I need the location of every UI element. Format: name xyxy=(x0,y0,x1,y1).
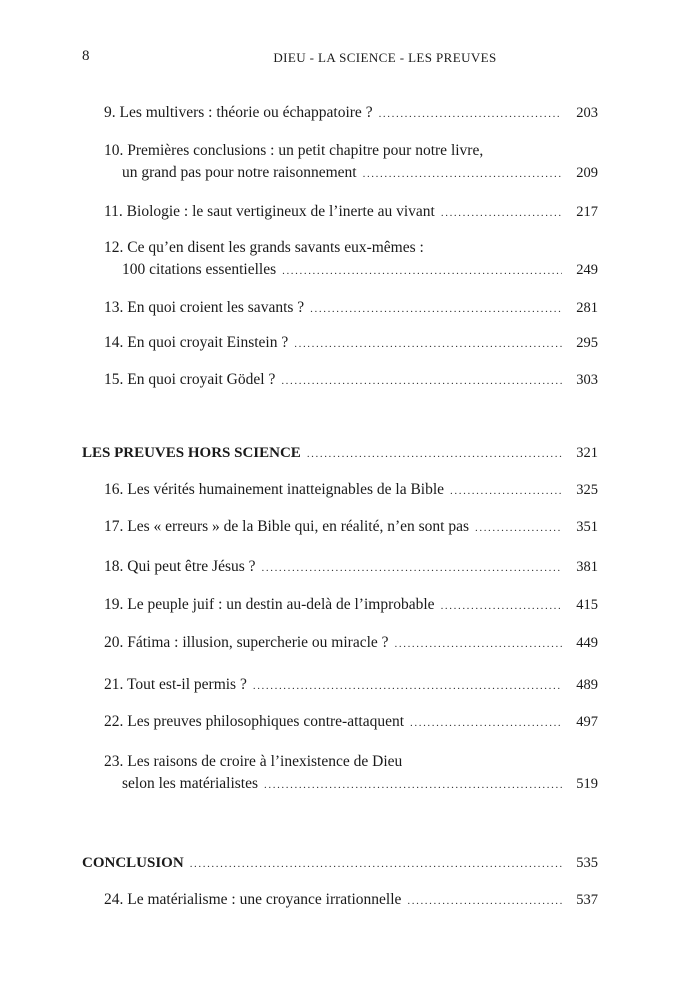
toc-entry-title-continued: un grand pas pour notre raisonnement xyxy=(122,164,357,181)
page-number: 8 xyxy=(82,48,90,64)
toc-entry-24[interactable] xyxy=(104,889,598,912)
dot-leader xyxy=(307,443,562,465)
toc-entry-23[interactable] xyxy=(104,751,598,796)
toc-entry-15[interactable] xyxy=(104,369,598,392)
dot-leader xyxy=(441,595,562,617)
toc-page-number: 519 xyxy=(576,776,598,792)
toc-page-number: 203 xyxy=(576,105,598,121)
toc-page-number: 537 xyxy=(576,892,598,908)
toc-page-number: 351 xyxy=(576,519,598,535)
toc-entry-11[interactable] xyxy=(104,201,598,224)
toc-entry-title: 14. En quoi croyait Einstein ? xyxy=(104,334,289,351)
dot-leader xyxy=(282,260,562,282)
toc-page-number: 449 xyxy=(576,635,598,651)
toc-entry-16[interactable] xyxy=(104,479,598,502)
dot-leader xyxy=(190,853,562,875)
dot-leader xyxy=(281,370,562,392)
dot-leader xyxy=(264,774,562,796)
toc-page-number: 415 xyxy=(576,597,598,613)
toc-section-title: LES PREUVES HORS SCIENCE xyxy=(82,445,301,461)
toc-page-number: 303 xyxy=(576,372,598,388)
toc-page-number: 325 xyxy=(576,482,598,498)
toc-entry-title: 23. Les raisons de croire à l’inexistence de Dieu xyxy=(104,753,403,770)
toc-entry-14[interactable] xyxy=(104,332,598,355)
toc-entry-22[interactable] xyxy=(104,711,598,734)
toc-section-preuves-hors-science[interactable] xyxy=(82,442,598,465)
toc-entry-9[interactable] xyxy=(104,102,598,125)
toc-entry-title-continued: 100 citations essentielles xyxy=(122,261,277,278)
dot-leader xyxy=(407,890,562,912)
dot-leader xyxy=(410,712,562,734)
toc-entry-title: 10. Premières conclusions : un petit chapitre pour notre livre, xyxy=(104,142,484,159)
toc-entry-13[interactable] xyxy=(104,297,598,320)
toc-entry-title: 17. Les « erreurs » de la Bible qui, en réalité, n’en sont pas xyxy=(104,518,469,535)
toc-page-number: 281 xyxy=(576,300,598,316)
toc-page-number: 489 xyxy=(576,677,598,693)
toc-entry-21[interactable] xyxy=(104,674,598,697)
dot-leader xyxy=(363,163,562,185)
dot-leader xyxy=(262,557,562,579)
toc-entry-18[interactable] xyxy=(104,556,598,579)
toc-entry-title: 9. Les multivers : théorie ou échappatoire ? xyxy=(104,104,373,121)
dot-leader xyxy=(294,333,562,355)
toc-entry-title: 19. Le peuple juif : un destin au-delà de l’improbable xyxy=(104,596,435,613)
toc-page-number: 497 xyxy=(576,714,598,730)
toc-section-conclusion[interactable] xyxy=(82,852,598,875)
toc-entry-title: 21. Tout est-il permis ? xyxy=(104,676,247,693)
toc-page-number: 295 xyxy=(576,335,598,351)
toc-entry-title: 22. Les preuves philosophiques contre-attaquent xyxy=(104,713,405,730)
toc-page-number: 249 xyxy=(576,262,598,278)
toc-page-number: 217 xyxy=(576,204,598,220)
toc-entry-title: 16. Les vérités humainement inatteignables de la Bible xyxy=(104,481,445,498)
toc-entry-12[interactable] xyxy=(104,237,598,282)
dot-leader xyxy=(441,202,562,224)
toc-entry-title: 15. En quoi croyait Gödel ? xyxy=(104,371,276,388)
toc-entry-title: 12. Ce qu’en disent les grands savants eux-mêmes : xyxy=(104,239,424,256)
toc-entry-title: 11. Biologie : le saut vertigineux de l’inerte au vivant xyxy=(104,203,435,220)
toc-entry-title: 18. Qui peut être Jésus ? xyxy=(104,558,256,575)
dot-leader xyxy=(379,103,562,125)
toc-page-number: 209 xyxy=(576,165,598,181)
running-title: DIEU - LA SCIENCE - LES PREUVES xyxy=(273,50,497,65)
toc-entry-19[interactable] xyxy=(104,594,598,617)
dot-leader xyxy=(253,675,562,697)
toc-entry-17[interactable] xyxy=(104,516,598,539)
toc-page-number: 535 xyxy=(576,855,598,871)
toc-section-title: CONCLUSION xyxy=(82,855,184,871)
toc-entry-title: 20. Fátima : illusion, supercherie ou miracle ? xyxy=(104,634,389,651)
dot-leader xyxy=(475,517,562,539)
toc-page-number: 381 xyxy=(576,559,598,575)
toc-entry-20[interactable] xyxy=(104,632,598,655)
toc-entry-title-continued: selon les matérialistes xyxy=(122,775,259,792)
dot-leader xyxy=(310,298,562,320)
dot-leader xyxy=(395,633,562,655)
toc-entry-10[interactable] xyxy=(104,140,598,185)
table-of-contents xyxy=(82,0,598,988)
toc-page-number: 321 xyxy=(576,445,598,461)
toc-entry-title: 13. En quoi croient les savants ? xyxy=(104,299,305,316)
dot-leader xyxy=(450,480,562,502)
toc-entry-title: 24. Le matérialisme : une croyance irrationnelle xyxy=(104,891,402,908)
